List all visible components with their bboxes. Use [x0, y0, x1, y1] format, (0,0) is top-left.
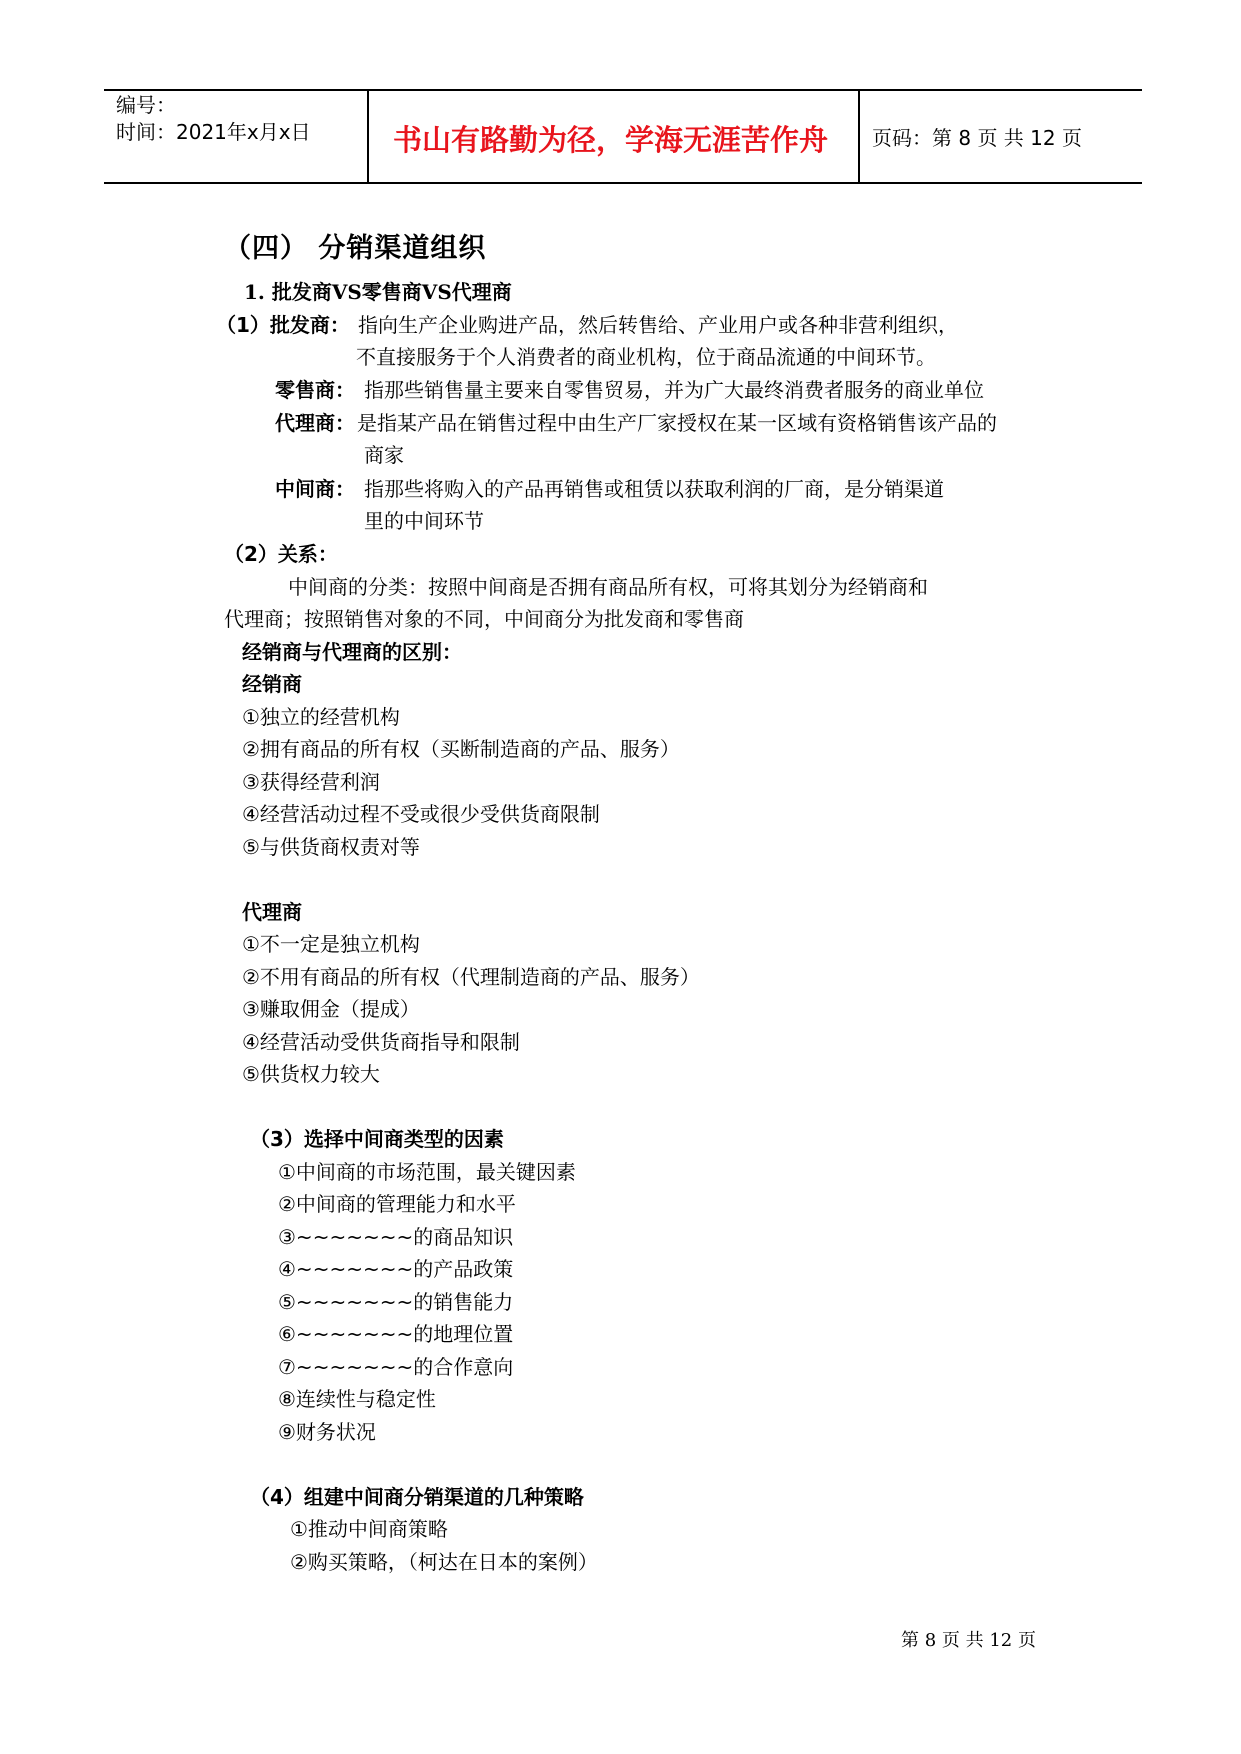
section-title: （四） 分销渠道组织 — [224, 233, 487, 264]
header-number-label: 编号： — [116, 93, 176, 117]
header-motto: 书山有路勤为径，学海无涯苦作舟 — [393, 123, 829, 157]
agent-item: ⑤供货权力较大 — [242, 1062, 380, 1086]
def-wholesaler-label: （1）批发商： — [216, 313, 350, 337]
dealer-item: ⑤与供货商权责对等 — [242, 835, 420, 859]
header-top-rule — [104, 89, 1142, 91]
factor-item: ⑧连续性与稳定性 — [278, 1387, 436, 1411]
dealer-item: ④经营活动过程不受或很少受供货商限制 — [242, 802, 600, 826]
dealer-item: ③获得经营利润 — [242, 770, 380, 794]
factor-item: ①中间商的市场范围，最关键因素 — [278, 1160, 576, 1184]
def-agent-text-2: 商家 — [364, 443, 404, 467]
strategy-item: ①推动中间商策略 — [290, 1517, 448, 1541]
def-wholesaler-text-2: 不直接服务于个人消费者的商业机构，位于商品流通的中间环节。 — [356, 345, 936, 369]
def-wholesaler-text-1: 指向生产企业购进产品，然后转售给、产业用户或各种非营利组织， — [358, 313, 958, 337]
dealer-item: ②拥有商品的所有权（买断制造商的产品、服务） — [242, 737, 680, 761]
def-middleman-label: 中间商： — [275, 477, 355, 501]
relation-heading: （2）关系： — [224, 542, 338, 566]
factor-item: ⑦~~~~~~~的合作意向 — [278, 1355, 514, 1379]
strategies-heading: （4）组建中间商分销渠道的几种策略 — [250, 1485, 584, 1509]
relation-paragraph-1: 中间商的分类：按照中间商是否拥有商品所有权，可将其划分为经销商和 — [288, 575, 928, 599]
footer-page-number: 第 8 页 共 12 页 — [901, 1630, 1036, 1651]
factor-item: ②中间商的管理能力和水平 — [278, 1192, 516, 1216]
strategy-item: ②购买策略，（柯达在日本的案例） — [290, 1550, 598, 1574]
dealer-heading: 经销商 — [242, 672, 302, 696]
def-middleman-text-2: 里的中间环节 — [364, 509, 484, 533]
agent-item: ④经营活动受供货商指导和限制 — [242, 1030, 520, 1054]
agent-heading: 代理商 — [242, 900, 302, 924]
def-retailer-text: 指那些销售量主要来自零售贸易，并为广大最终消费者服务的商业单位 — [364, 378, 984, 402]
section-sub-heading: 1. 批发商VS零售商VS代理商 — [244, 280, 512, 304]
header-divider-right — [858, 89, 860, 183]
agent-item: ③赚取佣金（提成） — [242, 997, 420, 1021]
agent-item: ①不一定是独立机构 — [242, 932, 420, 956]
header-divider-left — [367, 89, 369, 183]
header-time-label: 时间：2021年x月x日 — [116, 120, 311, 144]
factors-heading: （3）选择中间商类型的因素 — [250, 1127, 504, 1151]
header-bottom-rule — [104, 182, 1142, 184]
dealer-item: ①独立的经营机构 — [242, 705, 400, 729]
factor-item: ③~~~~~~~的商品知识 — [278, 1225, 514, 1249]
factor-item: ⑥~~~~~~~的地理位置 — [278, 1322, 514, 1346]
header-page-label: 页码：第 8 页 共 12 页 — [872, 126, 1082, 150]
def-middleman-text-1: 指那些将购入的产品再销售或租赁以获取利润的厂商，是分销渠道 — [364, 477, 944, 501]
relation-diff-heading: 经销商与代理商的区别： — [242, 640, 462, 664]
factor-item: ⑤~~~~~~~的销售能力 — [278, 1290, 514, 1314]
def-agent-text-1: 是指某产品在销售过程中由生产厂家授权在某一区域有资格销售该产品的 — [357, 411, 997, 435]
factor-item: ⑨财务状况 — [278, 1420, 376, 1444]
relation-paragraph-2: 代理商；按照销售对象的不同，中间商分为批发商和零售商 — [224, 607, 744, 631]
agent-item: ②不用有商品的所有权（代理制造商的产品、服务） — [242, 965, 700, 989]
def-agent-label: 代理商： — [275, 411, 355, 435]
def-retailer-label: 零售商： — [275, 378, 355, 402]
factor-item: ④~~~~~~~的产品政策 — [278, 1257, 514, 1281]
